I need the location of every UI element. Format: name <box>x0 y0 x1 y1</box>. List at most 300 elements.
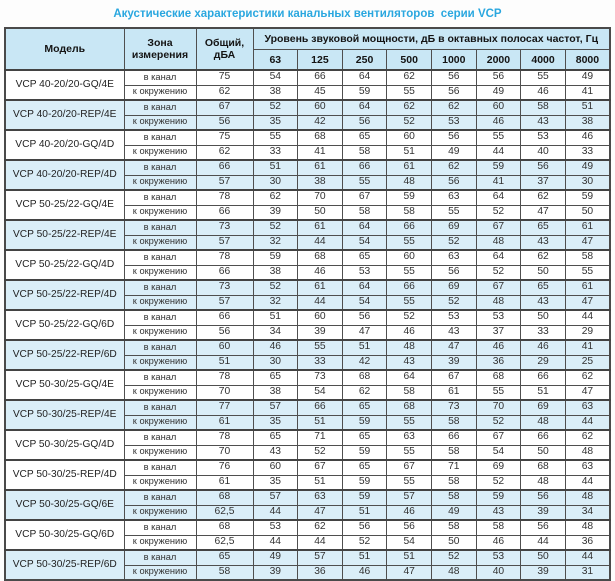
spl-value-cell-500hz: 59 <box>387 190 432 205</box>
spl-value-cell-63hz: 65 <box>253 370 298 385</box>
measurement-zone-cell: к окружению <box>124 85 196 100</box>
spl-value-cell-500hz: 60 <box>387 250 432 265</box>
spl-value-cell-250hz: 64 <box>342 280 387 295</box>
total-dba-cell: 57 <box>196 175 253 190</box>
spl-value-cell-250hz: 68 <box>342 370 387 385</box>
total-dba-cell: 75 <box>196 70 253 85</box>
spl-value-cell-8000hz: 63 <box>565 460 610 475</box>
spl-value-cell-8000hz: 51 <box>565 100 610 115</box>
spl-value-cell-500hz: 63 <box>387 430 432 445</box>
measurement-zone-cell: к окружению <box>124 235 196 250</box>
spl-value-cell-125hz: 42 <box>298 115 343 130</box>
spl-value-cell-250hz: 59 <box>342 85 387 100</box>
spl-value-cell-8000hz: 48 <box>565 520 610 535</box>
spl-value-cell-500hz: 47 <box>387 565 432 580</box>
spl-value-cell-1000hz: 58 <box>432 445 477 460</box>
spl-value-cell-2000hz: 46 <box>476 340 521 355</box>
spl-value-cell-250hz: 56 <box>342 520 387 535</box>
spl-value-cell-63hz: 57 <box>253 400 298 415</box>
spl-value-cell-125hz: 61 <box>298 280 343 295</box>
spl-value-cell-250hz: 64 <box>342 100 387 115</box>
spl-value-cell-2000hz: 69 <box>476 460 521 475</box>
spl-value-cell-1000hz: 69 <box>432 220 477 235</box>
spl-value-cell-8000hz: 61 <box>565 280 610 295</box>
spl-value-cell-4000hz: 44 <box>521 535 566 550</box>
spl-value-cell-8000hz: 25 <box>565 355 610 370</box>
spl-value-cell-1000hz: 56 <box>432 265 477 280</box>
spl-value-cell-8000hz: 46 <box>565 130 610 145</box>
spl-value-cell-125hz: 68 <box>298 250 343 265</box>
spl-value-cell-1000hz: 49 <box>432 505 477 520</box>
spl-value-cell-1000hz: 67 <box>432 370 477 385</box>
spl-value-cell-250hz: 56 <box>342 115 387 130</box>
total-dba-cell: 76 <box>196 460 253 475</box>
spl-value-cell-4000hz: 46 <box>521 85 566 100</box>
spl-value-cell-1000hz: 73 <box>432 400 477 415</box>
spl-value-cell-125hz: 66 <box>298 70 343 85</box>
total-dba-cell: 78 <box>196 250 253 265</box>
spl-value-cell-2000hz: 48 <box>476 295 521 310</box>
spl-value-cell-2000hz: 44 <box>476 145 521 160</box>
model-cell: VCP 50-30/25-GQ/4E <box>5 370 124 400</box>
spl-value-cell-4000hz: 43 <box>521 115 566 130</box>
spl-value-cell-1000hz: 55 <box>432 205 477 220</box>
measurement-zone-cell: к окружению <box>124 145 196 160</box>
spl-value-cell-1000hz: 58 <box>432 475 477 490</box>
spl-value-cell-125hz: 60 <box>298 310 343 325</box>
spl-value-cell-4000hz: 43 <box>521 235 566 250</box>
spl-value-cell-2000hz: 67 <box>476 430 521 445</box>
spl-value-cell-250hz: 65 <box>342 400 387 415</box>
spl-value-cell-63hz: 32 <box>253 235 298 250</box>
col-header-freq-2000: 2000 <box>476 50 521 71</box>
page-title: Акустические характеристики канальных вентиляторов серии VCP <box>113 8 502 20</box>
spl-value-cell-250hz: 58 <box>342 145 387 160</box>
col-header-freq-4000: 4000 <box>521 50 566 71</box>
total-dba-cell: 70 <box>196 445 253 460</box>
spl-value-cell-4000hz: 62 <box>521 250 566 265</box>
spl-value-cell-125hz: 44 <box>298 535 343 550</box>
spl-value-cell-500hz: 56 <box>387 520 432 535</box>
table-row <box>5 310 610 325</box>
spl-value-cell-500hz: 57 <box>387 490 432 505</box>
spl-value-cell-1000hz: 53 <box>432 310 477 325</box>
spl-value-cell-2000hz: 46 <box>476 535 521 550</box>
spl-value-cell-1000hz: 39 <box>432 355 477 370</box>
measurement-zone-cell: в канал <box>124 340 196 355</box>
spl-value-cell-125hz: 39 <box>298 325 343 340</box>
total-dba-cell: 62 <box>196 145 253 160</box>
total-dba-cell: 62,5 <box>196 535 253 550</box>
spl-value-cell-125hz: 67 <box>298 460 343 475</box>
spl-value-cell-500hz: 55 <box>387 235 432 250</box>
model-cell: VCP 40-20/20-GQ/4D <box>5 130 124 160</box>
spl-value-cell-8000hz: 59 <box>565 190 610 205</box>
spl-value-cell-1000hz: 53 <box>432 115 477 130</box>
spl-value-cell-2000hz: 52 <box>476 265 521 280</box>
spl-value-cell-8000hz: 50 <box>565 205 610 220</box>
measurement-zone-cell: к окружению <box>124 475 196 490</box>
spl-value-cell-1000hz: 48 <box>432 565 477 580</box>
spl-value-cell-125hz: 61 <box>298 220 343 235</box>
spl-value-cell-250hz: 56 <box>342 310 387 325</box>
spl-value-cell-63hz: 35 <box>253 115 298 130</box>
spl-value-cell-500hz: 48 <box>387 175 432 190</box>
measurement-zone-cell: к окружению <box>124 415 196 430</box>
spl-value-cell-1000hz: 71 <box>432 460 477 475</box>
model-cell: VCP 50-25/22-REP/4E <box>5 220 124 250</box>
spl-value-cell-8000hz: 44 <box>565 415 610 430</box>
measurement-zone-cell: в канал <box>124 550 196 565</box>
spl-value-cell-125hz: 70 <box>298 190 343 205</box>
spl-value-cell-500hz: 58 <box>387 385 432 400</box>
spl-value-cell-63hz: 32 <box>253 295 298 310</box>
spl-value-cell-8000hz: 47 <box>565 235 610 250</box>
spl-value-cell-250hz: 66 <box>342 160 387 175</box>
spl-value-cell-500hz: 64 <box>387 370 432 385</box>
measurement-zone-cell: к окружению <box>124 535 196 550</box>
spl-value-cell-125hz: 45 <box>298 85 343 100</box>
measurement-zone-cell: в канал <box>124 400 196 415</box>
spl-value-cell-250hz: 53 <box>342 265 387 280</box>
table-row <box>5 370 610 385</box>
spl-value-cell-125hz: 73 <box>298 370 343 385</box>
spl-value-cell-2000hz: 40 <box>476 565 521 580</box>
spl-value-cell-63hz: 57 <box>253 490 298 505</box>
model-cell: VCP 40-20/20-REP/4E <box>5 100 124 130</box>
col-header-freq-63: 63 <box>253 50 298 71</box>
model-cell: VCP 50-25/22-GQ/4D <box>5 250 124 280</box>
spl-value-cell-2000hz: 70 <box>476 400 521 415</box>
spl-value-cell-250hz: 59 <box>342 490 387 505</box>
spl-value-cell-63hz: 62 <box>253 190 298 205</box>
spl-value-cell-250hz: 58 <box>342 205 387 220</box>
model-cell: VCP 50-30/25-GQ/6E <box>5 490 124 520</box>
spl-value-cell-8000hz: 49 <box>565 70 610 85</box>
spl-value-cell-125hz: 52 <box>298 445 343 460</box>
table-row <box>5 400 610 415</box>
total-dba-cell: 68 <box>196 490 253 505</box>
spl-value-cell-1000hz: 56 <box>432 130 477 145</box>
spl-value-cell-4000hz: 66 <box>521 430 566 445</box>
spl-value-cell-250hz: 59 <box>342 445 387 460</box>
spl-value-cell-500hz: 55 <box>387 475 432 490</box>
table-row <box>5 340 610 355</box>
total-dba-cell: 73 <box>196 220 253 235</box>
spl-value-cell-4000hz: 55 <box>521 70 566 85</box>
total-dba-cell: 77 <box>196 400 253 415</box>
spl-value-cell-2000hz: 52 <box>476 205 521 220</box>
spl-value-cell-500hz: 55 <box>387 415 432 430</box>
spl-value-cell-2000hz: 53 <box>476 550 521 565</box>
col-header-zone: Зона измерения <box>124 28 196 70</box>
measurement-zone-cell: в канал <box>124 70 196 85</box>
total-dba-cell: 56 <box>196 115 253 130</box>
spl-value-cell-8000hz: 48 <box>565 445 610 460</box>
measurement-zone-cell: к окружению <box>124 295 196 310</box>
spl-value-cell-500hz: 55 <box>387 295 432 310</box>
measurement-zone-cell: к окружению <box>124 175 196 190</box>
total-dba-cell: 78 <box>196 430 253 445</box>
spl-value-cell-4000hz: 48 <box>521 415 566 430</box>
spl-value-cell-500hz: 55 <box>387 85 432 100</box>
spl-value-cell-2000hz: 56 <box>476 70 521 85</box>
spl-value-cell-4000hz: 43 <box>521 295 566 310</box>
spl-value-cell-63hz: 30 <box>253 355 298 370</box>
spl-value-cell-4000hz: 50 <box>521 550 566 565</box>
spl-value-cell-8000hz: 34 <box>565 505 610 520</box>
spl-value-cell-8000hz: 29 <box>565 325 610 340</box>
table-row <box>5 160 610 175</box>
spl-value-cell-8000hz: 44 <box>565 550 610 565</box>
measurement-zone-cell: в канал <box>124 460 196 475</box>
spl-value-cell-1000hz: 56 <box>432 175 477 190</box>
spl-value-cell-8000hz: 36 <box>565 535 610 550</box>
spl-value-cell-63hz: 52 <box>253 100 298 115</box>
col-header-total: Общий, дБА <box>196 28 253 70</box>
table-row <box>5 430 610 445</box>
spl-value-cell-125hz: 51 <box>298 415 343 430</box>
spl-value-cell-4000hz: 66 <box>521 370 566 385</box>
total-dba-cell: 57 <box>196 295 253 310</box>
spl-value-cell-63hz: 44 <box>253 505 298 520</box>
spl-value-cell-500hz: 54 <box>387 535 432 550</box>
model-cell: VCP 50-30/25-GQ/4D <box>5 430 124 460</box>
total-dba-cell: 56 <box>196 325 253 340</box>
spl-value-cell-2000hz: 64 <box>476 250 521 265</box>
spl-value-cell-125hz: 55 <box>298 340 343 355</box>
spl-value-cell-63hz: 35 <box>253 415 298 430</box>
table-row <box>5 100 610 115</box>
spl-value-cell-125hz: 41 <box>298 145 343 160</box>
total-dba-cell: 78 <box>196 190 253 205</box>
table-row <box>5 250 610 265</box>
measurement-zone-cell: к окружению <box>124 115 196 130</box>
spl-value-cell-1000hz: 56 <box>432 85 477 100</box>
table-row <box>5 490 610 505</box>
spl-value-cell-2000hz: 43 <box>476 505 521 520</box>
measurement-zone-cell: в канал <box>124 100 196 115</box>
spl-value-cell-2000hz: 52 <box>476 475 521 490</box>
col-header-freq-1000: 1000 <box>432 50 477 71</box>
spl-value-cell-4000hz: 48 <box>521 475 566 490</box>
spl-value-cell-63hz: 46 <box>253 340 298 355</box>
model-cell: VCP 40-20/20-REP/4D <box>5 160 124 190</box>
spl-value-cell-2000hz: 46 <box>476 115 521 130</box>
spl-value-cell-1000hz: 62 <box>432 100 477 115</box>
header-row-top <box>5 28 610 50</box>
spl-value-cell-250hz: 64 <box>342 220 387 235</box>
spl-value-cell-63hz: 34 <box>253 325 298 340</box>
total-dba-cell: 62,5 <box>196 505 253 520</box>
spl-value-cell-4000hz: 47 <box>521 205 566 220</box>
spl-value-cell-63hz: 39 <box>253 205 298 220</box>
spl-value-cell-500hz: 46 <box>387 325 432 340</box>
spl-value-cell-500hz: 43 <box>387 355 432 370</box>
total-dba-cell: 73 <box>196 280 253 295</box>
spl-value-cell-500hz: 60 <box>387 130 432 145</box>
spl-value-cell-4000hz: 39 <box>521 565 566 580</box>
spl-value-cell-500hz: 48 <box>387 340 432 355</box>
spl-value-cell-125hz: 44 <box>298 295 343 310</box>
measurement-zone-cell: в канал <box>124 250 196 265</box>
total-dba-cell: 61 <box>196 475 253 490</box>
spl-value-cell-8000hz: 33 <box>565 145 610 160</box>
spl-value-cell-125hz: 38 <box>298 175 343 190</box>
spl-value-cell-125hz: 46 <box>298 265 343 280</box>
measurement-zone-cell: в канал <box>124 130 196 145</box>
spl-value-cell-2000hz: 49 <box>476 85 521 100</box>
spl-value-cell-250hz: 65 <box>342 130 387 145</box>
total-dba-cell: 62 <box>196 85 253 100</box>
spl-value-cell-125hz: 51 <box>298 475 343 490</box>
spl-value-cell-500hz: 61 <box>387 160 432 175</box>
spl-value-cell-4000hz: 39 <box>521 505 566 520</box>
total-dba-cell: 70 <box>196 385 253 400</box>
spl-value-cell-2000hz: 48 <box>476 235 521 250</box>
col-header-sound-power-level: Уровень звуковой мощности, дБ в октавных полосах частот, Гц <box>253 28 610 50</box>
spl-value-cell-500hz: 62 <box>387 70 432 85</box>
spl-value-cell-2000hz: 60 <box>476 100 521 115</box>
table-header <box>5 28 610 70</box>
measurement-zone-cell: к окружению <box>124 205 196 220</box>
spl-value-cell-500hz: 58 <box>387 205 432 220</box>
table-row <box>5 460 610 475</box>
spl-value-cell-1000hz: 58 <box>432 520 477 535</box>
spl-value-cell-1000hz: 56 <box>432 70 477 85</box>
spl-value-cell-8000hz: 38 <box>565 115 610 130</box>
spl-value-cell-63hz: 59 <box>253 250 298 265</box>
table-row <box>5 70 610 85</box>
measurement-zone-cell: к окружению <box>124 445 196 460</box>
spl-value-cell-250hz: 51 <box>342 340 387 355</box>
spl-value-cell-125hz: 36 <box>298 565 343 580</box>
spl-value-cell-250hz: 55 <box>342 175 387 190</box>
col-header-freq-125: 125 <box>298 50 343 71</box>
spl-value-cell-1000hz: 50 <box>432 535 477 550</box>
spl-value-cell-1000hz: 52 <box>432 295 477 310</box>
table-body <box>5 70 610 580</box>
spl-value-cell-1000hz: 69 <box>432 280 477 295</box>
acoustic-characteristics-table <box>4 27 611 581</box>
spl-value-cell-4000hz: 65 <box>521 280 566 295</box>
spl-value-cell-8000hz: 44 <box>565 310 610 325</box>
measurement-zone-cell: в канал <box>124 310 196 325</box>
spl-value-cell-250hz: 62 <box>342 385 387 400</box>
total-dba-cell: 51 <box>196 355 253 370</box>
total-dba-cell: 78 <box>196 370 253 385</box>
spl-value-cell-4000hz: 50 <box>521 265 566 280</box>
measurement-zone-cell: в канал <box>124 220 196 235</box>
spl-value-cell-63hz: 51 <box>253 310 298 325</box>
spl-value-cell-8000hz: 61 <box>565 220 610 235</box>
total-dba-cell: 66 <box>196 205 253 220</box>
spl-value-cell-4000hz: 56 <box>521 490 566 505</box>
total-dba-cell: 68 <box>196 520 253 535</box>
total-dba-cell: 66 <box>196 160 253 175</box>
model-cell: VCP 50-30/25-GQ/6D <box>5 520 124 550</box>
measurement-zone-cell: в канал <box>124 490 196 505</box>
total-dba-cell: 67 <box>196 100 253 115</box>
spl-value-cell-250hz: 47 <box>342 325 387 340</box>
spl-value-cell-4000hz: 62 <box>521 190 566 205</box>
spl-value-cell-63hz: 38 <box>253 265 298 280</box>
spl-value-cell-500hz: 66 <box>387 220 432 235</box>
measurement-zone-cell: к окружению <box>124 355 196 370</box>
spl-value-cell-8000hz: 49 <box>565 160 610 175</box>
spl-value-cell-8000hz: 44 <box>565 475 610 490</box>
spl-value-cell-4000hz: 50 <box>521 445 566 460</box>
spl-value-cell-125hz: 60 <box>298 100 343 115</box>
measurement-zone-cell: в канал <box>124 520 196 535</box>
spl-value-cell-63hz: 55 <box>253 130 298 145</box>
spl-value-cell-250hz: 67 <box>342 190 387 205</box>
spl-value-cell-500hz: 52 <box>387 115 432 130</box>
spl-value-cell-250hz: 65 <box>342 250 387 265</box>
spl-value-cell-63hz: 33 <box>253 145 298 160</box>
spl-value-cell-125hz: 54 <box>298 385 343 400</box>
spl-value-cell-1000hz: 58 <box>432 415 477 430</box>
spl-value-cell-2000hz: 52 <box>476 415 521 430</box>
model-cell: VCP 40-20/20-GQ/4E <box>5 70 124 100</box>
spl-value-cell-2000hz: 53 <box>476 310 521 325</box>
spl-value-cell-2000hz: 54 <box>476 445 521 460</box>
spl-value-cell-8000hz: 41 <box>565 340 610 355</box>
measurement-zone-cell: к окружению <box>124 385 196 400</box>
total-dba-cell: 57 <box>196 235 253 250</box>
spl-value-cell-8000hz: 62 <box>565 370 610 385</box>
measurement-zone-cell: к окружению <box>124 265 196 280</box>
measurement-zone-cell: в канал <box>124 280 196 295</box>
spl-value-cell-4000hz: 56 <box>521 520 566 535</box>
measurement-zone-cell: в канал <box>124 160 196 175</box>
spl-value-cell-2000hz: 55 <box>476 130 521 145</box>
measurement-zone-cell: к окружению <box>124 505 196 520</box>
spl-value-cell-63hz: 52 <box>253 220 298 235</box>
model-cell: VCP 50-25/22-GQ/6D <box>5 310 124 340</box>
measurement-zone-cell: к окружению <box>124 565 196 580</box>
spl-value-cell-4000hz: 33 <box>521 325 566 340</box>
spl-value-cell-500hz: 62 <box>387 100 432 115</box>
spl-value-cell-250hz: 54 <box>342 295 387 310</box>
spl-value-cell-250hz: 59 <box>342 475 387 490</box>
table-row <box>5 130 610 145</box>
spl-value-cell-4000hz: 50 <box>521 310 566 325</box>
model-cell: VCP 50-25/22-REP/4D <box>5 280 124 310</box>
spl-value-cell-63hz: 53 <box>253 520 298 535</box>
spl-value-cell-250hz: 51 <box>342 550 387 565</box>
spl-value-cell-125hz: 68 <box>298 130 343 145</box>
spl-value-cell-2000hz: 67 <box>476 280 521 295</box>
spl-value-cell-1000hz: 43 <box>432 325 477 340</box>
spl-value-cell-125hz: 50 <box>298 205 343 220</box>
spl-value-cell-1000hz: 62 <box>432 160 477 175</box>
spl-value-cell-63hz: 60 <box>253 460 298 475</box>
spl-value-cell-250hz: 52 <box>342 535 387 550</box>
spl-value-cell-125hz: 71 <box>298 430 343 445</box>
col-header-freq-250: 250 <box>342 50 387 71</box>
spl-value-cell-1000hz: 49 <box>432 145 477 160</box>
total-dba-cell: 60 <box>196 340 253 355</box>
spl-value-cell-125hz: 61 <box>298 160 343 175</box>
spl-value-cell-8000hz: 48 <box>565 490 610 505</box>
spl-value-cell-2000hz: 58 <box>476 520 521 535</box>
spl-value-cell-125hz: 47 <box>298 505 343 520</box>
spl-value-cell-63hz: 30 <box>253 175 298 190</box>
spl-value-cell-500hz: 46 <box>387 505 432 520</box>
spl-value-cell-63hz: 51 <box>253 160 298 175</box>
spl-value-cell-63hz: 38 <box>253 385 298 400</box>
